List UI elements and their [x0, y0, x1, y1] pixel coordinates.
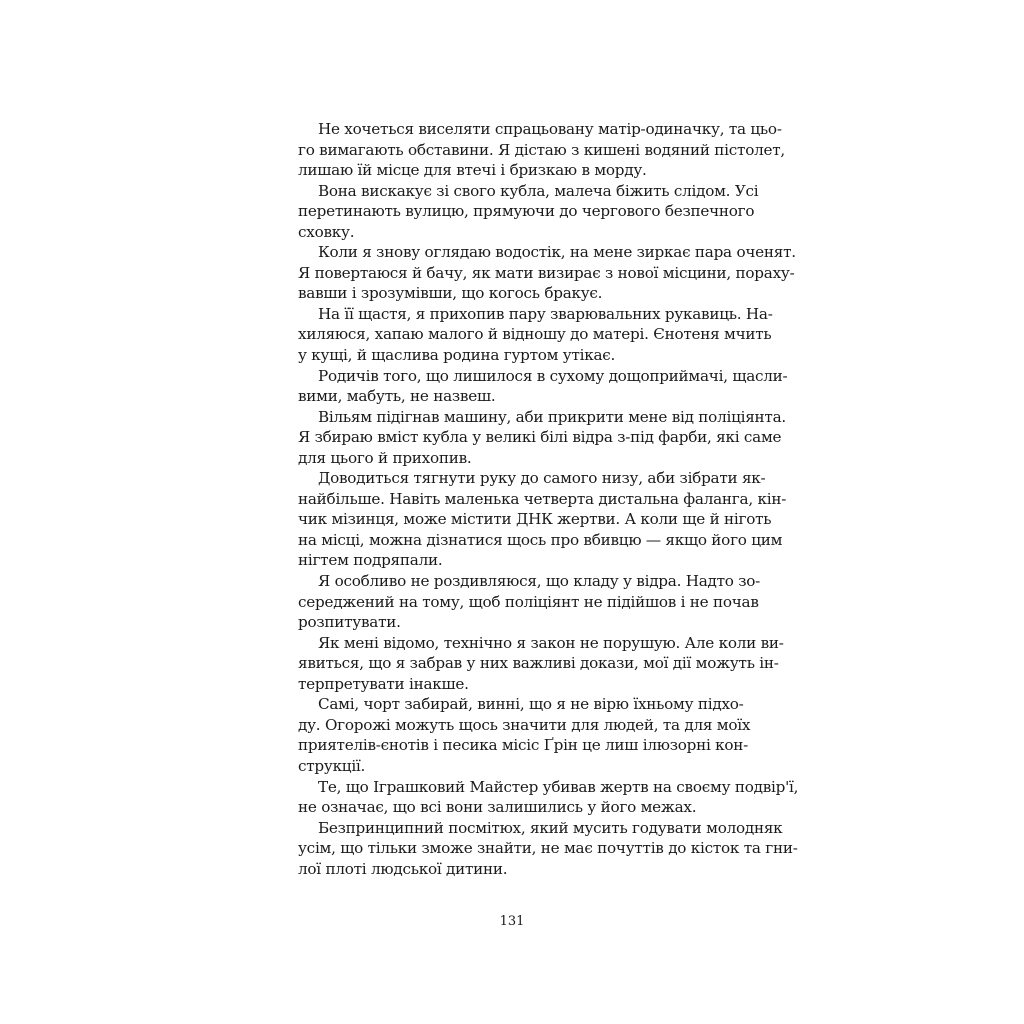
text-line: Безпринципний посмітюх, який мусить годувати молодняк — [318, 818, 783, 837]
text-line: ду. Огорожі можуть щось значити для людей, та для моїх — [298, 715, 751, 734]
paragraph — [298, 181, 759, 243]
text-line: терпретувати інакше. — [298, 674, 469, 693]
text-line: для цього й прихопив. — [298, 448, 472, 467]
text-line: лишаю їй місце для втечі і бризкаю в морду. — [298, 161, 647, 180]
text-line: чик мізинця, може містити ДНК жертви. А коли ще й ніготь — [298, 510, 772, 529]
text-line: Вона вискакує зі свого кубла, малеча біжить слідом. Усі — [318, 181, 759, 200]
text-line: вавши і зрозумівши, що когось бракує. — [298, 284, 603, 303]
paragraph — [298, 694, 751, 776]
text-line: найбільше. Навіть маленька четверта дистальна фаланга, кін- — [298, 489, 787, 508]
text-line: приятелів-єнотів і песика місіс Ґрін це лиш ілюзорні кон- — [298, 736, 749, 755]
text-line: перетинають вулицю, прямуючи до чергового безпечного — [298, 202, 755, 221]
text-line: хиляюся, хапаю малого й відношу до матері. Єнотеня мчить — [298, 325, 772, 344]
text-line: у кущі, й щаслива родина гуртом утікає. — [298, 346, 616, 365]
text-line: Коли я знову оглядаю водостік, на мене зиркає пара оченят. — [318, 243, 796, 262]
text-line: Те, що Іграшковий Майстер убивав жертв на своєму подвір'ї, — [318, 777, 799, 796]
text-line: Як мені відомо, технічно я закон не порушую. Але коли ви- — [318, 633, 784, 652]
paragraph — [298, 633, 784, 695]
paragraph — [298, 407, 786, 428]
text-line: на місці, можна дізнатися щось про вбивцю — якщо його цим — [298, 530, 783, 549]
text-line: вими, мабуть, не назвеш. — [298, 387, 496, 406]
text-line: Вільям підігнав машину, аби прикрити мене від поліціянта. — [318, 407, 786, 426]
text-line: Я особливо не роздивляюся, що кладу у відра. Надто зо- — [318, 572, 761, 591]
text-line: нігтем подряпали. — [298, 551, 443, 570]
paragraph — [298, 818, 798, 880]
text-line: не означає, що всі вони залишились у його межах. — [298, 798, 697, 817]
text-line: явиться, що я забрав у них важливі докази, мої дії можуть ін- — [298, 654, 779, 673]
page-number: 131 — [499, 914, 525, 929]
text-line: лої плоті людської дитини. — [298, 859, 508, 878]
text-line: Не хочеться виселяти спрацьовану матір-одиначку, та цьо- — [318, 120, 782, 138]
paragraph — [298, 366, 788, 407]
paragraph — [298, 571, 761, 633]
paragraph — [298, 777, 799, 818]
body-text — [298, 119, 799, 879]
text-line: розпитувати. — [298, 613, 401, 632]
text-line: середжений на тому, щоб поліціянт не підійшов і не почав — [298, 592, 759, 611]
text-line: На її щастя, я прихопив пару зварювальних рукавиць. На- — [318, 304, 773, 323]
text-line: Родичів того, що лишилося в сухому дощоприймачі, щасли- — [318, 366, 788, 385]
text-line: Я збираю вміст кубла у великі білі відра з-під фарби, які саме — [298, 428, 782, 447]
text-line: го вимагають обставини. Я дістаю з кишені водяний пістолет, — [298, 140, 785, 159]
paragraph — [298, 427, 782, 468]
paragraph — [298, 119, 785, 181]
text-line: Доводиться тягнути руку до самого низу, аби зібрати як- — [318, 469, 766, 488]
text-line: Я повертаюся й бачу, як мати визирає з нової місцини, пораху- — [298, 263, 795, 282]
text-line: сховку. — [298, 222, 355, 241]
paragraph — [298, 304, 773, 366]
paragraph — [298, 468, 787, 571]
text-line: усім, що тільки зможе знайти, не має почуттів до кісток та гни- — [298, 839, 798, 858]
paragraph — [298, 242, 796, 304]
text-line: струкції. — [298, 756, 366, 775]
text-line: Самі, чорт забирай, винні, що я не вірю їхньому підхо- — [318, 695, 744, 714]
